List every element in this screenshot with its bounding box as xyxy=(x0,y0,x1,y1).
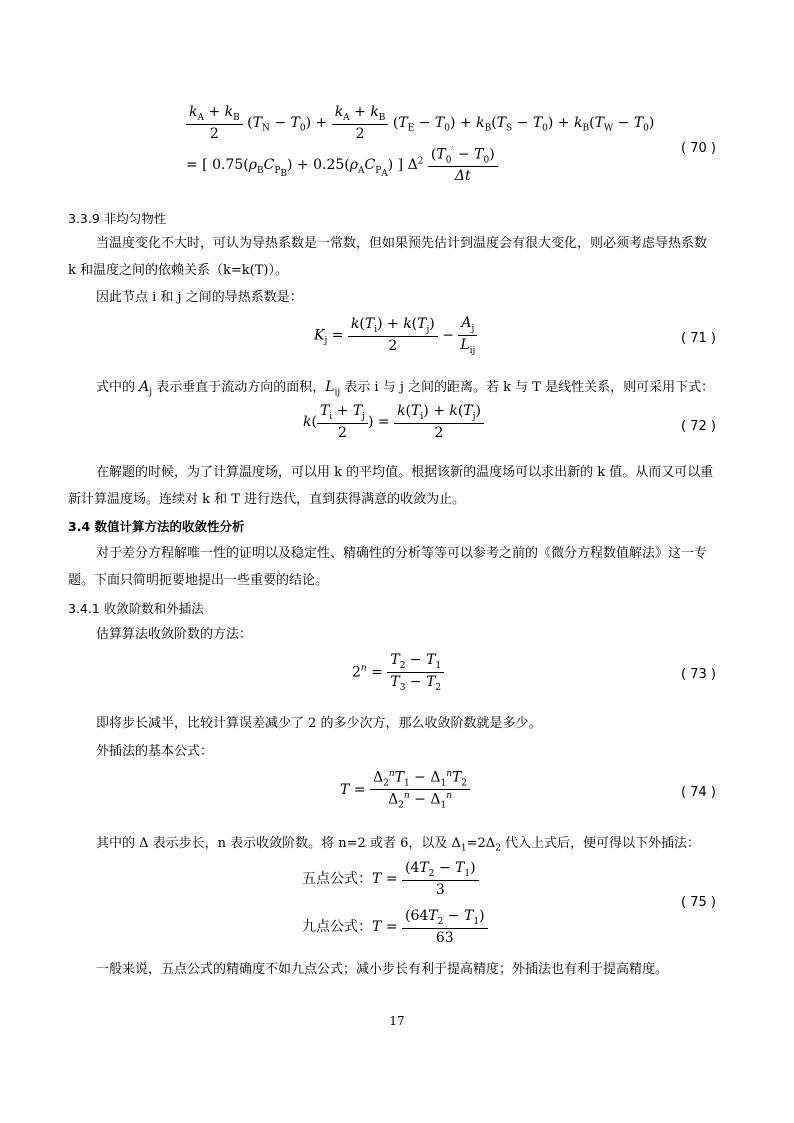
equation-75-five-point: 五点公式：T = $\frac{(4T_2 - T_1)}{3}$ xyxy=(302,860,479,898)
paragraph-extrapolation-formula: 外插法的基本公式： xyxy=(96,744,214,759)
equation-number-72: ( 72 ) xyxy=(681,419,716,434)
equation-number-71: ( 71 ) xyxy=(681,331,716,346)
page-number: 17 xyxy=(389,1014,405,1028)
equation-73: $2^n$ = $\frac{T_2 - T_1}{T_3 - T_2}$ xyxy=(352,652,444,693)
paragraph-step-order: 其中的 Δ 表示步长，n 表示收敛阶数。将 n=2 或者 6，以及 $\Delta_1=2\Delta_2$ 代入上式后，便可得以下外插法： xyxy=(96,836,701,854)
paragraph-iteration: 在解题的时候，为了计算温度场，可以用 k 的平均值。根据该新的温度场可以求出新的 k 值。从而又可以重新计算温度场。连续对 k 和 T 进行迭代，直到获得满意的收敛为止。 xyxy=(68,465,714,507)
equation-number-75: ( 75 ) xyxy=(681,895,716,910)
section-heading-3-4-1: 3.4.1 收敛阶数和外插法 xyxy=(68,601,204,616)
equation-75-nine-point: 九点公式：T = $\frac{(64T_2 - T_1)}{63}$ xyxy=(302,908,488,946)
paragraph-convergence-ref: 对于差分方程解唯一性的证明以及稳定性、精确性的分析等等可以参考之前的《微分方程数值解法》这一专题。下面只简明扼要地提出一些重要的结论。 xyxy=(68,546,708,588)
paragraph-accuracy-summary: 一般来说，五点公式的精确度不如九点公式；减小步长有利于提高精度；外插法也有利于提高精度。 xyxy=(96,962,669,977)
equation-72: k( $\frac{T_i + T_j}{2}$ ) = $\frac{k(T_i) + k(T_j)}{2}$ xyxy=(303,403,484,441)
equation-number-70: ( 70 ) xyxy=(681,141,716,156)
equation-71: $K_j$ = $\frac{k(T_i) + k(T_j)}{2}$ − $\frac{A_j}{L_{ij}}$ xyxy=(314,315,476,356)
paragraph-halve-step: 即将步长减半，比较计算误差减少了 2 的多少次方，那么收敛阶数就是多少。 xyxy=(96,716,542,731)
equation-70-line2: = [ $0.75(\rho_BC_{P_B}) + 0.25(\rho_AC_{P_A})$ ] $\Delta^2$ $\frac{(T_0' - T_0)}{\Delta t}$ xyxy=(186,146,498,184)
paragraph-conductivity-intro: 因此节点 i 和 j 之间的导热系数是： xyxy=(96,290,303,305)
equation-70-line1: $\frac{k_A + k_B}{2}$ $(T_N - T_0)$ + $\frac{k_A + k_B}{2}$ $(T_E - T_0) + k_B(T_S - T_0) + k_B(T_W - T_0)$ xyxy=(186,104,654,142)
equation-74: T = $\frac{\Delta_2^nT_1 - \Delta_1^nT_2}{\Delta_2^n - \Delta_1^n}$ xyxy=(340,769,470,811)
paragraph-area-distance: 式中的 $A_j$ 表示垂直于流动方向的面积，$L_{ij}$ 表示 i 与 j 之间的距离。若 k 与 T 是线性关系，则可采用下式： xyxy=(96,379,715,398)
equation-number-74: ( 74 ) xyxy=(681,785,716,800)
equation-number-73: ( 73 ) xyxy=(681,667,716,682)
paragraph-order-method: 估算算法收敛阶数的方法： xyxy=(96,627,253,642)
section-heading-3-3-9: 3.3.9 非均匀物性 xyxy=(68,211,167,226)
paragraph-nonuniform-property: 当温度变化不大时，可认为导热系数是一常数，但如果预先估计到温度会有很大变化，则必须考虑导热系数 k 和温度之间的依赖关系（k=k(T)）。 xyxy=(68,236,708,278)
section-heading-3-4: 3.4 数值计算方法的收敛性分析 xyxy=(68,519,245,534)
